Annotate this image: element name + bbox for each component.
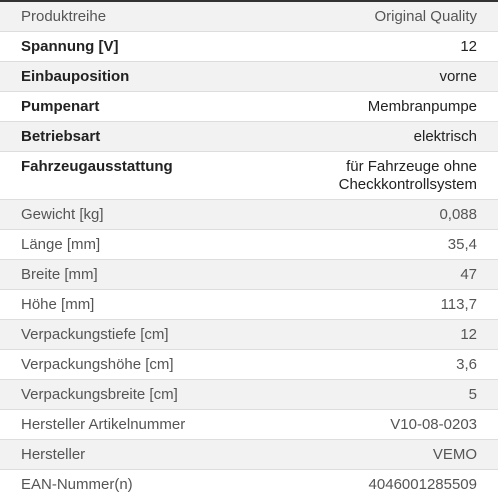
spec-row-hersteller-artikelnummer bbox=[0, 410, 498, 440]
spec-row-betriebsart bbox=[0, 122, 498, 152]
spec-label: Hersteller Artikelnummer bbox=[21, 416, 186, 433]
spec-label: Breite [mm] bbox=[21, 266, 98, 283]
spec-row-spannung bbox=[0, 32, 498, 62]
spec-row-einbauposition bbox=[0, 62, 498, 92]
spec-value: 47 bbox=[460, 266, 477, 283]
spec-label: Betriebsart bbox=[21, 128, 101, 145]
spec-row-produktreihe bbox=[0, 2, 498, 32]
spec-label: Hersteller bbox=[21, 446, 86, 463]
spec-value: 113,7 bbox=[440, 296, 477, 313]
spec-label: Fahrzeugausstattung bbox=[21, 158, 173, 175]
spec-value: vorne bbox=[439, 68, 477, 85]
spec-label: Produktreihe bbox=[21, 8, 107, 25]
spec-value: Membranpumpe bbox=[367, 98, 477, 115]
spec-label: Gewicht [kg] bbox=[21, 206, 104, 223]
spec-label: Pumpenart bbox=[21, 98, 100, 115]
spec-value: 12 bbox=[460, 38, 477, 55]
spec-label: Höhe [mm] bbox=[21, 296, 95, 313]
spec-value: 3,6 bbox=[456, 356, 477, 373]
spec-value: VEMO bbox=[432, 446, 477, 463]
spec-value-line-2: Checkkontrollsystem bbox=[338, 176, 477, 193]
spec-value: Original Quality bbox=[374, 8, 477, 25]
spec-value: V10-08-0203 bbox=[390, 416, 477, 433]
spec-row-hoehe bbox=[0, 290, 498, 320]
spec-row-verpackungstiefe bbox=[0, 320, 498, 350]
spec-row-hersteller bbox=[0, 440, 498, 470]
spec-row-gewicht bbox=[0, 200, 498, 230]
spec-row-ean-nummer bbox=[0, 470, 498, 500]
spec-value: 12 bbox=[460, 326, 477, 343]
spec-value bbox=[339, 158, 477, 194]
spec-value: 5 bbox=[468, 386, 477, 403]
spec-row-breite bbox=[0, 260, 498, 290]
spec-row-pumpenart bbox=[0, 92, 498, 122]
spec-value: elektrisch bbox=[413, 128, 477, 145]
spec-row-fahrzeugausstattung bbox=[0, 152, 498, 200]
spec-label: EAN-Nummer(n) bbox=[21, 476, 133, 493]
spec-label: Länge [mm] bbox=[21, 236, 101, 253]
spec-value: 4046001285509 bbox=[368, 476, 477, 493]
spec-label: Verpackungshöhe [cm] bbox=[21, 356, 174, 373]
spec-row-verpackungsbreite bbox=[0, 380, 498, 410]
spec-label: Verpackungsbreite [cm] bbox=[21, 386, 178, 403]
spec-value: 35,4 bbox=[447, 236, 477, 253]
spec-label: Spannung [V] bbox=[21, 38, 119, 55]
spec-row-verpackungshoehe bbox=[0, 350, 498, 380]
spec-value-line-1: für Fahrzeuge ohne bbox=[346, 158, 477, 175]
spec-row-laenge bbox=[0, 230, 498, 260]
spec-label: Verpackungstiefe [cm] bbox=[21, 326, 169, 343]
spec-value: 0,088 bbox=[439, 206, 477, 223]
spec-label: Einbauposition bbox=[21, 68, 130, 85]
